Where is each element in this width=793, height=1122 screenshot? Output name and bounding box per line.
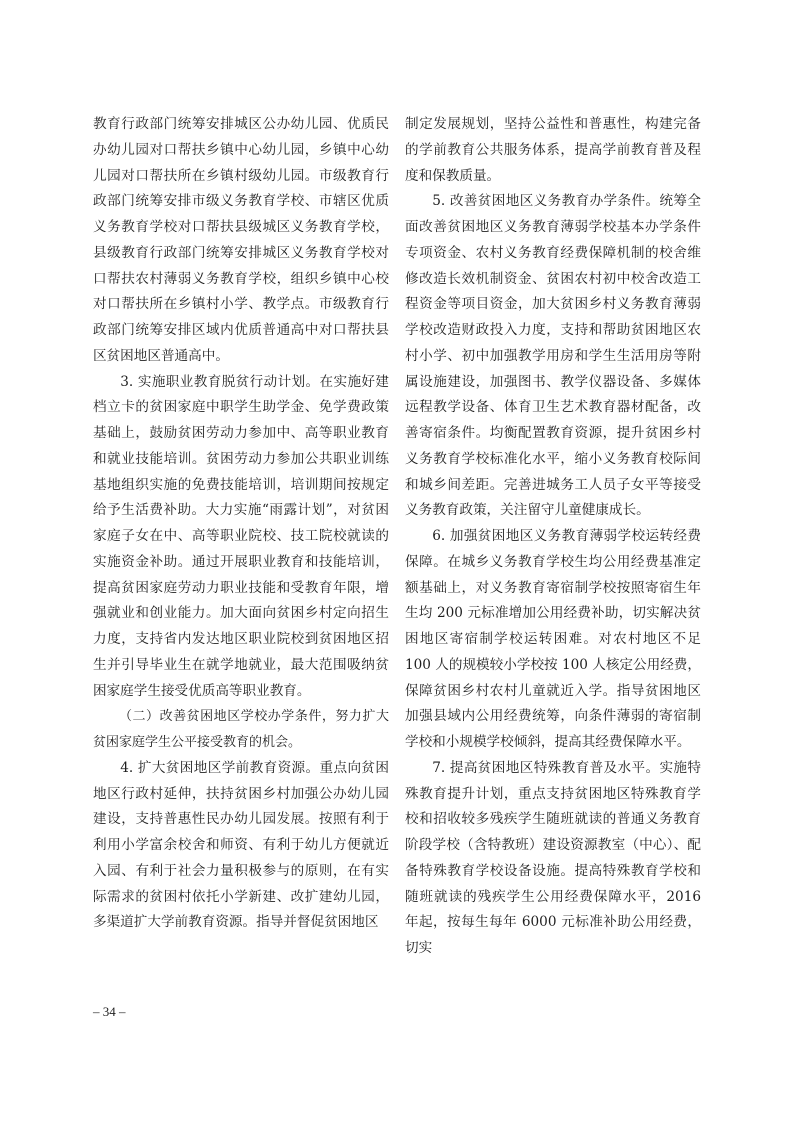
right-paragraph-funding: 6. 加强贫困地区义务教育薄弱学校运转经费保障。在城乡义务教育学校生均公用经费基准定额基础上，对义务教育寄宿制学校按照寄宿生年生均 200 元标准增加公用经费补助，切实解决贫困地区寄宿制学校运转困难。对农村地区不足 100 人的规模较小学校按 100 人核定公用经费，保障贫困乡村农村儿童就近入学。指导贫困地区加强县域内公用经费统筹，向条件薄弱的寄宿制学校和小规模学校倾斜，提高其经费保障水平。 [405, 528, 701, 750]
left-paragraph-preschool: 4. 扩大贫困地区学前教育资源。重点向贫困地区行政村延伸，扶持贫困乡村加强公办幼儿园建设，支持普惠性民办幼儿园发展。按照有利于利用小学富余校舍和师资、有利于幼儿方便就近入园、有利于社会力量积极参与的原则，在有实际需求的贫困村依托小学新建、改扩建幼儿园，多渠道扩大学前教育资源。指导并督促贫困地区 [93, 759, 389, 931]
right-paragraph-1: 制定发展规划，坚持公益性和普惠性，构建完备的学前教育公共服务体系，提高学前教育普及程度和保教质量。 [405, 116, 701, 184]
right-paragraph-special-education: 7. 提高贫困地区特殊教育普及水平。实施特殊教育提升计划，重点支持贫困地区特殊教育学校和招收较多残疾学生随班就读的普通义务教育阶段学校（含特教班）建设资源教室（中心）、配备特殊教育学校设备设施。提高特殊教育学校和随班就读的残疾学生公用经费保障水平，2016 年起，按每生每年 6000 元标准补助公用经费，切实 [405, 759, 701, 956]
right-column [405, 112, 701, 962]
section-subheading: （二）改善贫困地区学校办学条件，努力扩大贫困家庭学生公平接受教育的机会。 [93, 709, 389, 750]
page-number: – 34 – [93, 1004, 126, 1019]
right-paragraph-compulsory: 5. 改善贫困地区义务教育办学条件。统筹全面改善贫困地区义务教育薄弱学校基本办学条件专项资金、农村义务教育经费保障机制的校舍维修改造长效机制资金、贫困农村初中校舍改造工程资金等项目资金，加大贫困乡村义务教育薄弱学校改造财政投入力度，支持和帮助贫困地区农村小学、初中加强教学用房和学生生活用房等附属设施建设，加强图书、教学仪器设备、多媒体远程教学设备、体育卫生艺术教育器材配备，改善寄宿条件。均衡配置教育资源，提升贫困乡村义务教育学校标准化水平，缩小义务教育校际间和城乡间差距。完善进城务工人员子女平等接受义务教育政策，关注留守儿童健康成长。 [405, 193, 701, 519]
left-paragraph-1: 教育行政部门统筹安排城区公办幼儿园、优质民办幼儿园对口帮扶乡镇中心幼儿园，乡镇中心幼儿园对口帮扶所在乡镇村级幼儿园。市级教育行政部门统筹安排市级义务教育学校、市辖区优质义务教育学校对口帮扶县级城区义务教育学校，县级教育行政部门统筹安排城区义务教育学校对口帮扶农村薄弱义务教育学校，组织乡镇中心校对口帮扶所在乡镇村小学、教学点。市级教育行政部门统筹安排区域内优质普通高中对口帮扶县区贫困地区普通高中。 [93, 116, 389, 364]
left-paragraph-vocational: 3. 实施职业教育脱贫行动计划。在实施好建档立卡的贫困家庭中职学生助学金、免学费政策基础上，鼓励贫困劳动力参加中、高等职业教育和就业技能培训。贫困劳动力参加公共职业训练基地组织实施的免费技能培训，培训期间按规定给予生活费补助。大力实施“雨露计划”，对贫困家庭子女在中、高等职业院校、技工院校就读的实施资金补助。通过开展职业教育和技能培训，提高贫困家庭劳动力职业技能和受教育年限，增强就业和创业能力。加大面向贫困乡村定向招生力度，支持省内发达地区职业院校到贫困地区招生并引导毕业生在就学地就业，最大范围吸纳贫困家庭学生接受优质高等职业教育。 [93, 373, 389, 699]
left-column [93, 112, 389, 936]
